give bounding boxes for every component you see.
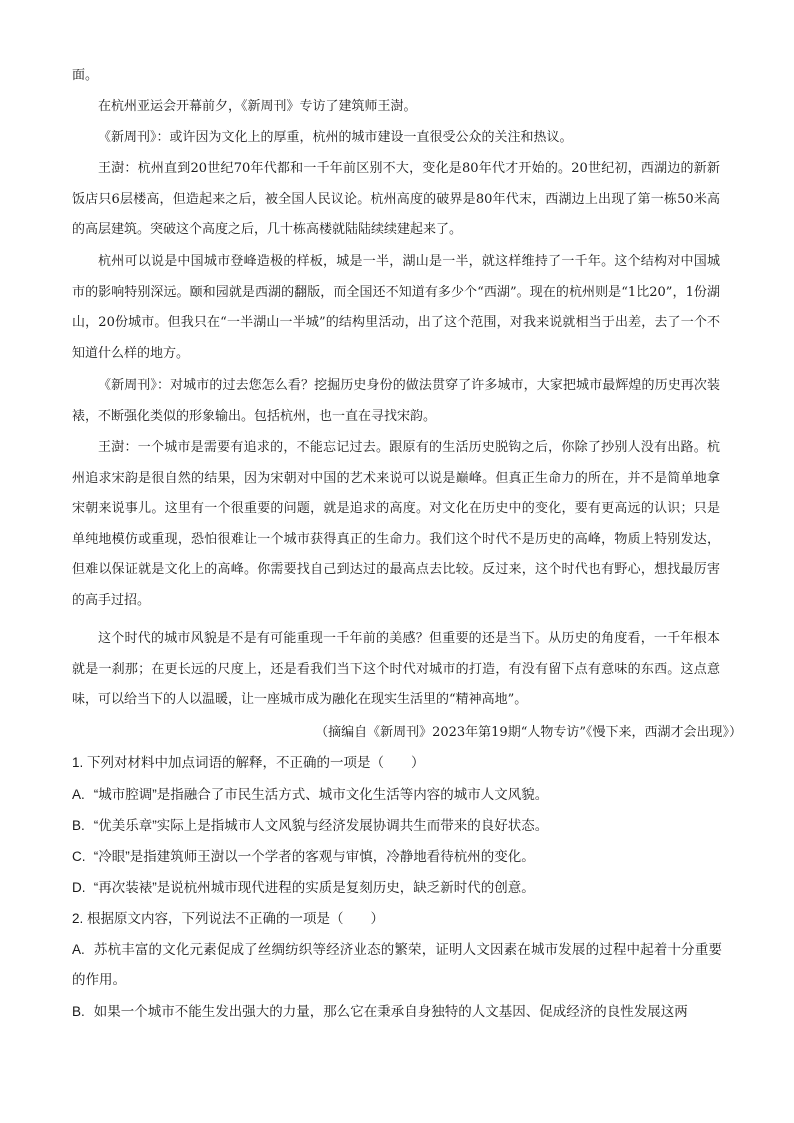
passage-source: （摘编自《新周刊》2023年第19期“人物专访”《慢下来，西湖才会出现》） [315,725,742,740]
passage-paragraph-5: 《新周刊》：对城市的过去您怎么看？挖掘历史身份的做法贯穿了许多城市，大家把城市最辉煌的历史再次装裱，不断强化类似的形象输出。包括杭州，也一直在寻找宋韵。 [72,378,720,424]
passage-fragment: 面。 [72,68,99,83]
option-label: B. [72,818,85,833]
passage-paragraph-6: 王澍：一个城市是需要有追求的，不能忘记过去。跟原有的生活历史脱钩之后，你除了抄别人没有出路。杭州追求宋韵是很自然的结果，因为宋朝对中国的艺术来说可以说是巅峰。但真正生命力的所在，并不是简单地拿宋朝来说事儿。这里有一个很重要的问题，就是追求的高度。对文化在历史中的变化，要有更高远的认识；只是单纯地模仿或重现，恐怕很难让一个城市获得真正的生命力。我们这个时代不是历史的高峰，物质上特别发达，但难以保证就是文化上的高峰。你需要找自己到达过的最高点去比较。反过来，这个时代也有野心，想找最厉害的高手过招。 [72,440,720,608]
question-1-option-c[interactable] [72,842,722,872]
question-2-stem: 2. 根据原文内容，下列说法不正确的一项是（ ） [72,911,385,926]
option-text: 苏杭丰富的文化元素促成了丝绸纺织等经济业态的繁荣，证明人文因素在城市发展的过程中起着十分重要的作用。 [72,942,722,987]
option-text: “再次装裱”是说杭州城市现代进程的实质是复刻历史，缺乏新时代的创意。 [93,880,535,895]
question-2-option-a[interactable] [72,935,722,995]
question-1-stem: 1. 下列对材料中加点词语的解释，不正确的一项是（ ） [72,755,425,770]
option-label: A. [72,942,85,957]
question-1-option-d[interactable] [72,873,722,903]
option-label: B. [72,1004,85,1019]
passage-paragraph-4: 杭州可以说是中国城市登峰造极的样板，城是一半，湖山是一半，就这样维持了一千年。这个结构对中国城市的影响特别深远。颐和园就是西湖的翻版，而全国还不知道有多少个“西湖”。现在的杭州则是“1比20”，1份湖山，20份城市。但我只在“一半湖山一半城”的结构里活动，出了这个范围，对我来说就相当于出差，去了一个不知道什么样的地方。 [72,254,720,361]
option-text: “城市腔调”是指融合了市民生活方式、城市文化生活等内容的城市人文风貌。 [93,787,549,802]
passage-paragraph-7: 这个时代的城市风貌是不是有可能重现一千年前的美感？但重要的还是当下。从历史的角度看，一千年根本就是一刹那；在更长远的尺度上，还是看我们当下这个时代对城市的打造，有没有留下点有意味的东西。这点意味，可以给当下的人以温暖，让一座城市成为融化在现实生活里的“精神高地”。 [72,631,720,707]
question-1-option-a[interactable] [72,780,722,810]
option-label: D. [72,880,86,895]
option-text: “冷眼”是指建筑师王澍以一个学者的客观与审慎，冷静地看待杭州的变化。 [93,849,535,864]
option-text: 如果一个城市不能生发出强大的力量，那么它在秉承自身独特的人文基因、促成经济的良性发展这两 [93,1004,688,1019]
option-label: A. [72,787,85,802]
passage-paragraph-1: 在杭州亚运会开幕前夕，《新周刊》专访了建筑师王澍。 [98,99,417,114]
option-label: C. [72,849,86,864]
question-1-option-b[interactable] [72,811,722,841]
passage-paragraph-3: 王澍：杭州直到20世纪70年代都和一千年前区别不大，变化是80年代才开始的。20世纪初，西湖边的新新饭店只6层楼高，但造起来之后，被全国人民议论。杭州高度的破界是80年代末，西湖边上出现了第一栋50米高的高层建筑。突破这个高度之后，几十栋高楼就陆陆续续建起来了。 [72,161,720,237]
question-2-option-b[interactable] [72,997,722,1027]
passage-paragraph-2: 《新周刊》：或许因为文化上的厚重，杭州的城市建设一直很受公众的关注和热议。 [98,130,573,145]
option-text: “优美乐章”实际上是指城市人文风貌与经济发展协调共生而带来的良好状态。 [93,818,549,833]
